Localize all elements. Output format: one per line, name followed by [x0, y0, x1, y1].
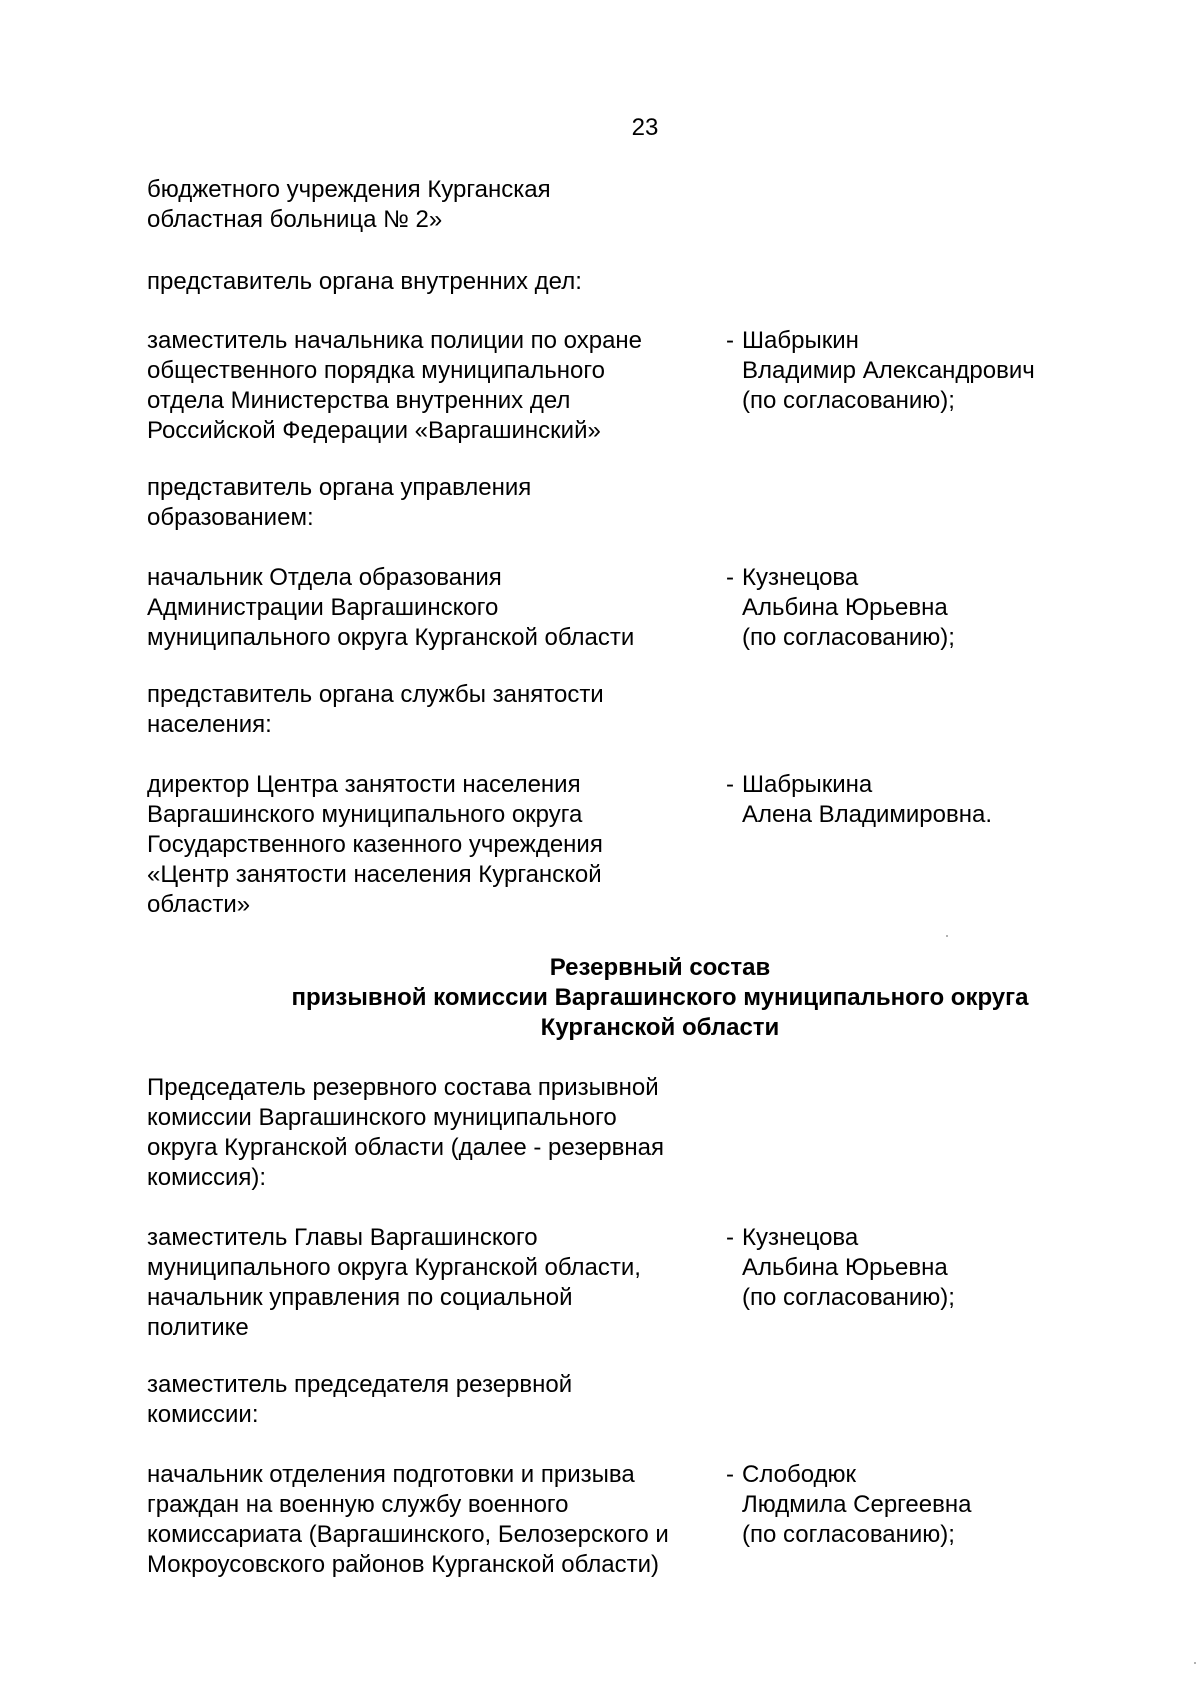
agreement-note: (по согласованию); [742, 1521, 955, 1548]
member-position-police [147, 326, 707, 446]
agreement-note: (по согласованию); [742, 1284, 955, 1311]
text-line: «Центр занятости населения Курганской [147, 861, 602, 888]
text-line: области» [147, 891, 251, 918]
member-position-chair [147, 1223, 707, 1343]
text-line: представитель органа внутренних дел: [147, 268, 582, 295]
surname: Кузнецова [742, 1224, 859, 1251]
text-line: Российской Федерации «Варгашинский» [147, 417, 601, 444]
text-line: бюджетного учреждения Курганская [147, 176, 551, 203]
text-line: представитель органа службы занятости [147, 681, 604, 708]
text-line: начальник отделения подготовки и призыва [147, 1461, 635, 1488]
text-line: муниципального округа Курганской области, [147, 1254, 641, 1281]
dash: - [726, 1461, 734, 1488]
text-line: директор Центра занятости населения [147, 771, 581, 798]
text-line: граждан на военную службу военного [147, 1491, 569, 1518]
text-line: комиссариата (Варгашинского, Белозерского и [147, 1521, 669, 1548]
text-line: комиссии: [147, 1401, 259, 1428]
text-line: заместитель начальника полиции по охране [147, 327, 643, 354]
heading-line: Курганской области [540, 1014, 780, 1041]
continued-text [147, 175, 707, 235]
given-names: Людмила Сергеевна [742, 1491, 972, 1518]
text-line: округа Курганской области (далее - резервная [147, 1134, 664, 1161]
text-line: политике [147, 1314, 249, 1341]
text-line: общественного порядка муниципального [147, 357, 605, 384]
member-name-chair [726, 1223, 1106, 1313]
dash: - [726, 564, 734, 591]
text-line: областная больница № 2» [147, 206, 443, 233]
dash: - [726, 1224, 734, 1251]
member-name-deputy [726, 1460, 1106, 1550]
member-position-employment [147, 770, 707, 920]
heading-line: Резервный состав [549, 954, 771, 981]
text-line: заместитель Главы Варгашинского [147, 1224, 538, 1251]
member-name-employment [726, 770, 1106, 830]
agreement-note: (по согласованию); [742, 387, 955, 414]
reserve-heading [0, 953, 1200, 1043]
text-line: комиссия): [147, 1164, 267, 1191]
given-names: Альбина Юрьевна [742, 594, 948, 621]
given-names: Альбина Юрьевна [742, 1254, 948, 1281]
surname: Слободюк [742, 1461, 857, 1488]
section-label-education [147, 473, 707, 533]
surname: Шабрыкин [742, 327, 859, 354]
given-names: Владимир Александрович [742, 357, 1035, 384]
dash: - [726, 771, 734, 798]
scan-speck [1194, 1662, 1196, 1664]
surname: Шабрыкина [742, 771, 873, 798]
section-label-deputy [147, 1370, 707, 1430]
text-line: Варгашинского муниципального округа [147, 801, 583, 828]
text-line: представитель органа управления [147, 474, 532, 501]
given-names: Алена Владимировна. [742, 801, 993, 828]
section-label-chair [147, 1073, 707, 1193]
section-label-employment [147, 680, 707, 740]
agreement-note: (по согласованию); [742, 624, 955, 651]
member-name-education [726, 563, 1106, 653]
surname: Кузнецова [742, 564, 859, 591]
member-position-education [147, 563, 707, 653]
text-line: муниципального округа Курганской области [147, 624, 635, 651]
text-line: образованием: [147, 504, 314, 531]
heading-line: призывной комиссии Варгашинского муниципального округа [291, 984, 1029, 1011]
text-line: Администрации Варгашинского [147, 594, 499, 621]
member-name-police [726, 326, 1106, 416]
scan-speck [946, 935, 948, 937]
page-number: 23 [631, 114, 659, 141]
text-line: Мокроусовского районов Курганской области) [147, 1551, 660, 1578]
text-line: Председатель резервного состава призывной [147, 1074, 659, 1101]
text-line: заместитель председателя резервной [147, 1371, 573, 1398]
text-line: населения: [147, 711, 272, 738]
text-line: начальник Отдела образования [147, 564, 502, 591]
section-label-police [147, 267, 707, 297]
text-line: начальник управления по социальной [147, 1284, 573, 1311]
member-position-deputy [147, 1460, 707, 1580]
dash: - [726, 327, 734, 354]
text-line: отдела Министерства внутренних дел [147, 387, 571, 414]
text-line: комиссии Варгашинского муниципального [147, 1104, 617, 1131]
text-line: Государственного казенного учреждения [147, 831, 603, 858]
